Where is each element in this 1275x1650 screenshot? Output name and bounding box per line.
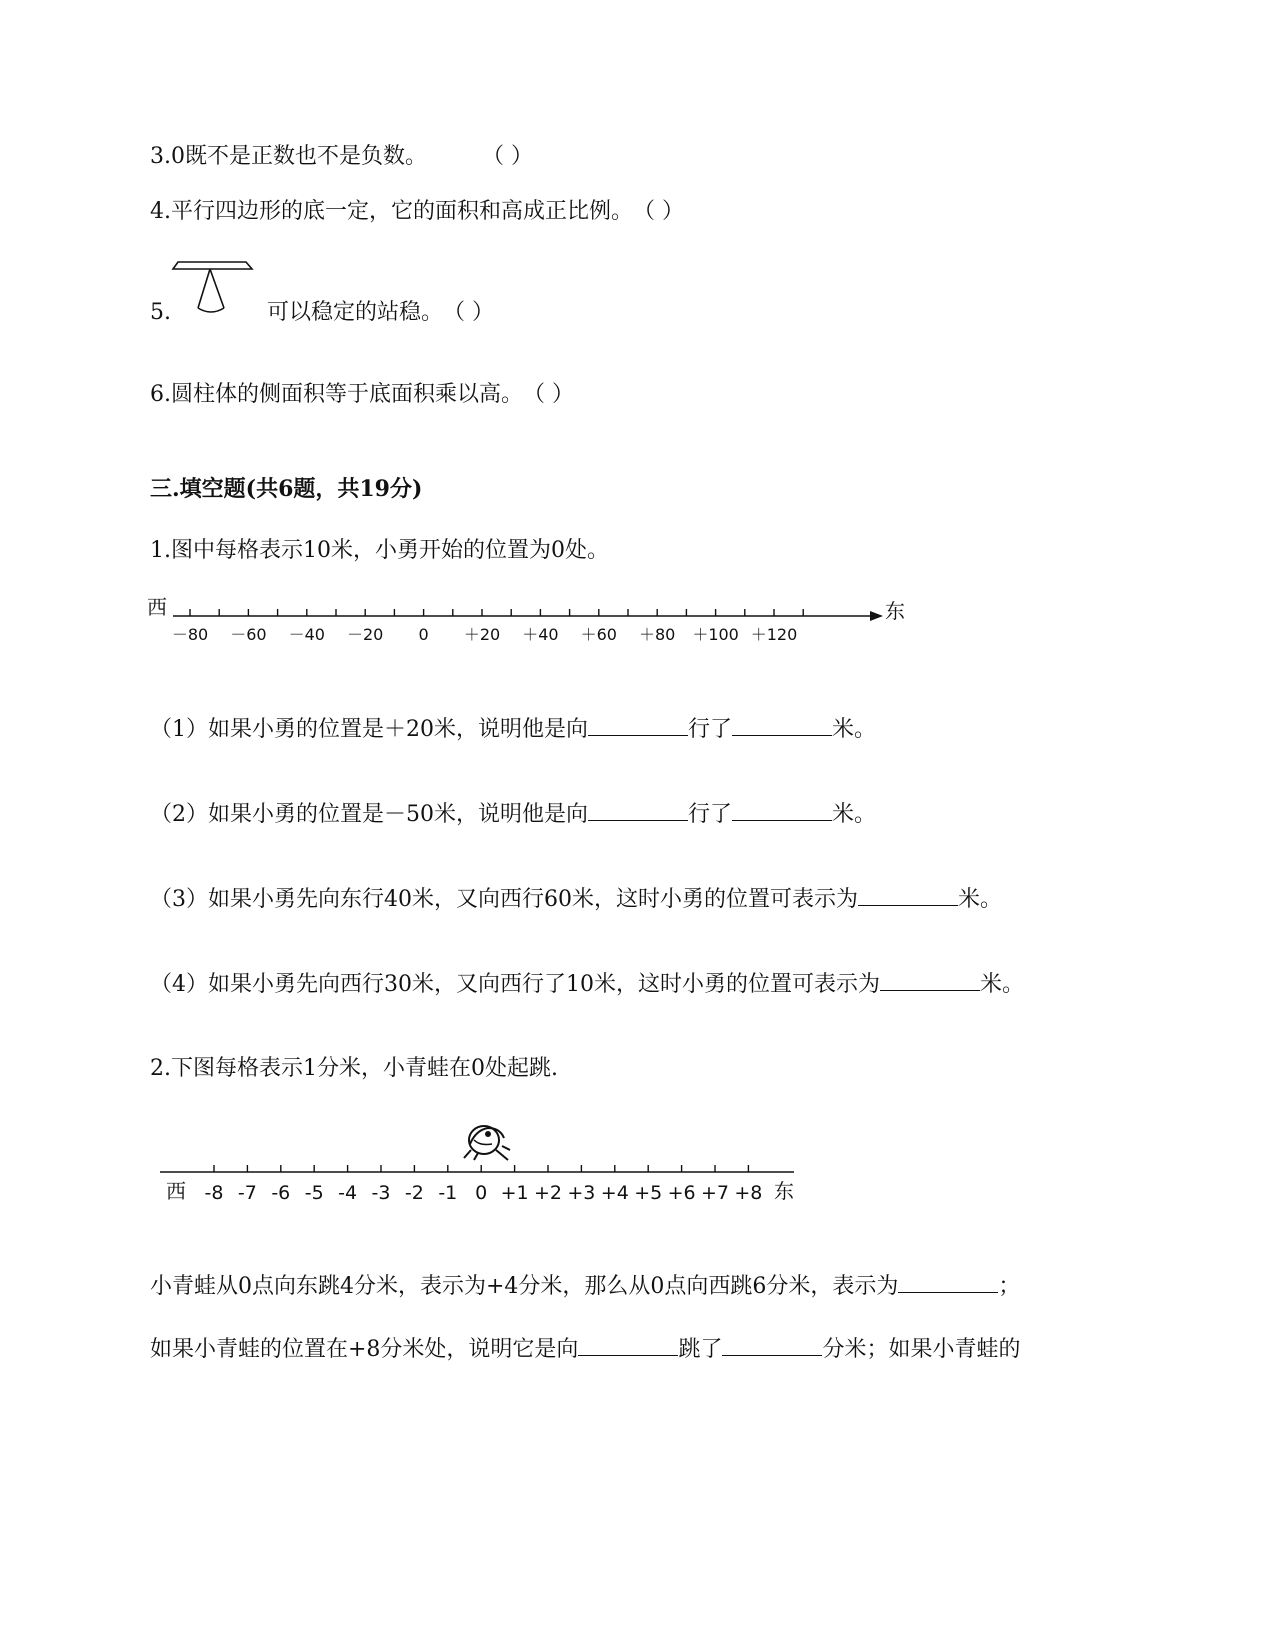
west-label: 西	[147, 595, 167, 619]
question-6-text: 6.圆柱体的侧面积等于底面积乘以高。	[150, 382, 523, 407]
fill-question-2-line-2	[150, 1333, 1020, 1365]
east-label: 东	[774, 1179, 794, 1203]
tick-label: ＋20	[463, 625, 501, 644]
tick-label: +2	[533, 1182, 563, 1204]
tick-label: -6	[271, 1182, 291, 1204]
east-label: 东	[885, 599, 905, 623]
tick-label: +1	[500, 1182, 529, 1204]
q2-line-2-text-b: 跳了	[678, 1337, 723, 1362]
answer-blank[interactable]	[722, 1333, 822, 1356]
fill-question-1-sub-1	[150, 713, 876, 745]
tick-label: －80	[171, 625, 209, 644]
q2-line-2-text-a: 如果小青蛙的位置在+8分米处，说明它是向	[150, 1337, 579, 1362]
q2-line-1-text-a: 小青蛙从0点向东跳4分米，表示为+4分米，那么从0点向西跳6分米，表示为	[150, 1274, 899, 1299]
tick-label: －20	[347, 625, 384, 644]
tick-label: ＋40	[522, 625, 559, 644]
fill-question-2-stem: 2.下图每格表示1分米，小青蛙在0处起跳.	[150, 1056, 558, 1081]
sub-4-text-c: 米。	[980, 972, 1025, 997]
question-3	[150, 142, 533, 172]
answer-blank[interactable]	[588, 713, 688, 736]
tick-label: -2	[404, 1182, 424, 1204]
answer-paren[interactable]: （ ）	[523, 382, 574, 407]
sub-1-text-b: 行了	[688, 717, 733, 742]
tick-label: -1	[438, 1182, 458, 1204]
q2-line-1-text-b: ；	[998, 1274, 1021, 1299]
tick-label: +4	[600, 1182, 629, 1204]
answer-paren[interactable]: （ ）	[633, 199, 684, 224]
question-5	[150, 298, 494, 328]
sub-1-text-a: （1）如果小勇的位置是＋20米，说明他是向	[150, 717, 588, 742]
answer-paren[interactable]: （ ）	[482, 144, 533, 169]
sub-4-text-a: （4）如果小勇先向西行30米，又向西行了10米，这时小勇的位置可表示为	[150, 972, 880, 997]
number-line-2	[158, 1110, 808, 1210]
tick-label: ＋120	[750, 625, 798, 644]
answer-blank[interactable]	[732, 798, 832, 821]
sub-2-text-c: 米。	[832, 802, 877, 827]
sub-3-text-a: （3）如果小勇先向东行40米，又向西行60米，这时小勇的位置可表示为	[150, 887, 858, 912]
question-5-number: 5.	[150, 300, 171, 325]
tick-label: －40	[288, 625, 325, 644]
answer-blank[interactable]	[898, 1270, 998, 1293]
answer-blank[interactable]	[588, 798, 688, 821]
number-line-1-svg	[145, 592, 915, 652]
answer-blank[interactable]	[578, 1333, 678, 1356]
sub-1-text-c: 米。	[832, 717, 877, 742]
tick-label: +3	[567, 1182, 596, 1204]
question-5-text: 可以稳定的站稳。	[267, 300, 444, 325]
number-line-1	[145, 592, 915, 652]
fill-question-1-stem: 1.图中每格表示10米，小勇开始的位置为0处。	[150, 538, 609, 563]
question-3-text: 3.0既不是正数也不是负数。	[150, 144, 427, 169]
tick-label: -7	[237, 1182, 257, 1204]
tick-label: －60	[230, 625, 267, 644]
question-4-text: 4.平行四边形的底一定，它的面积和高成正比例。	[150, 199, 633, 224]
tick-label: +8	[734, 1182, 763, 1204]
answer-paren[interactable]: （ ）	[443, 300, 495, 325]
question-6	[150, 380, 574, 410]
tick-label: -3	[371, 1182, 391, 1204]
tick-label: -8	[204, 1182, 224, 1204]
answer-blank[interactable]	[732, 713, 832, 736]
tick-label: 0	[475, 1182, 488, 1204]
section-heading: 三.填空题(共6题，共19分)	[150, 476, 423, 502]
q2-line-2-text-c: 分米；如果小青蛙的	[822, 1337, 1021, 1362]
tick-label: +6	[667, 1182, 696, 1204]
sub-3-text-c: 米。	[958, 887, 1003, 912]
sub-2-text-b: 行了	[688, 802, 733, 827]
answer-blank[interactable]	[858, 883, 958, 906]
fill-question-1-sub-4	[150, 968, 1024, 1000]
answer-blank[interactable]	[880, 968, 980, 991]
tick-label: -4	[338, 1182, 358, 1204]
frog-icon	[464, 1126, 510, 1160]
fill-question-1-sub-2	[150, 798, 876, 830]
tick-label: +7	[700, 1182, 730, 1204]
fill-question-1-sub-3	[150, 883, 1002, 915]
number-line-2-svg	[158, 1110, 808, 1210]
west-label: 西	[166, 1179, 186, 1203]
tick-label: -5	[304, 1182, 324, 1204]
tick-label: ＋100	[692, 625, 739, 644]
fill-question-2-line-1	[150, 1270, 1020, 1302]
tick-label: 0	[418, 625, 429, 644]
tick-label: ＋80	[639, 625, 676, 644]
question-4	[150, 197, 684, 227]
tick-label: +5	[634, 1182, 663, 1204]
tick-label: ＋60	[580, 625, 617, 644]
sub-2-text-a: （2）如果小勇的位置是－50米，说明他是向	[150, 802, 588, 827]
